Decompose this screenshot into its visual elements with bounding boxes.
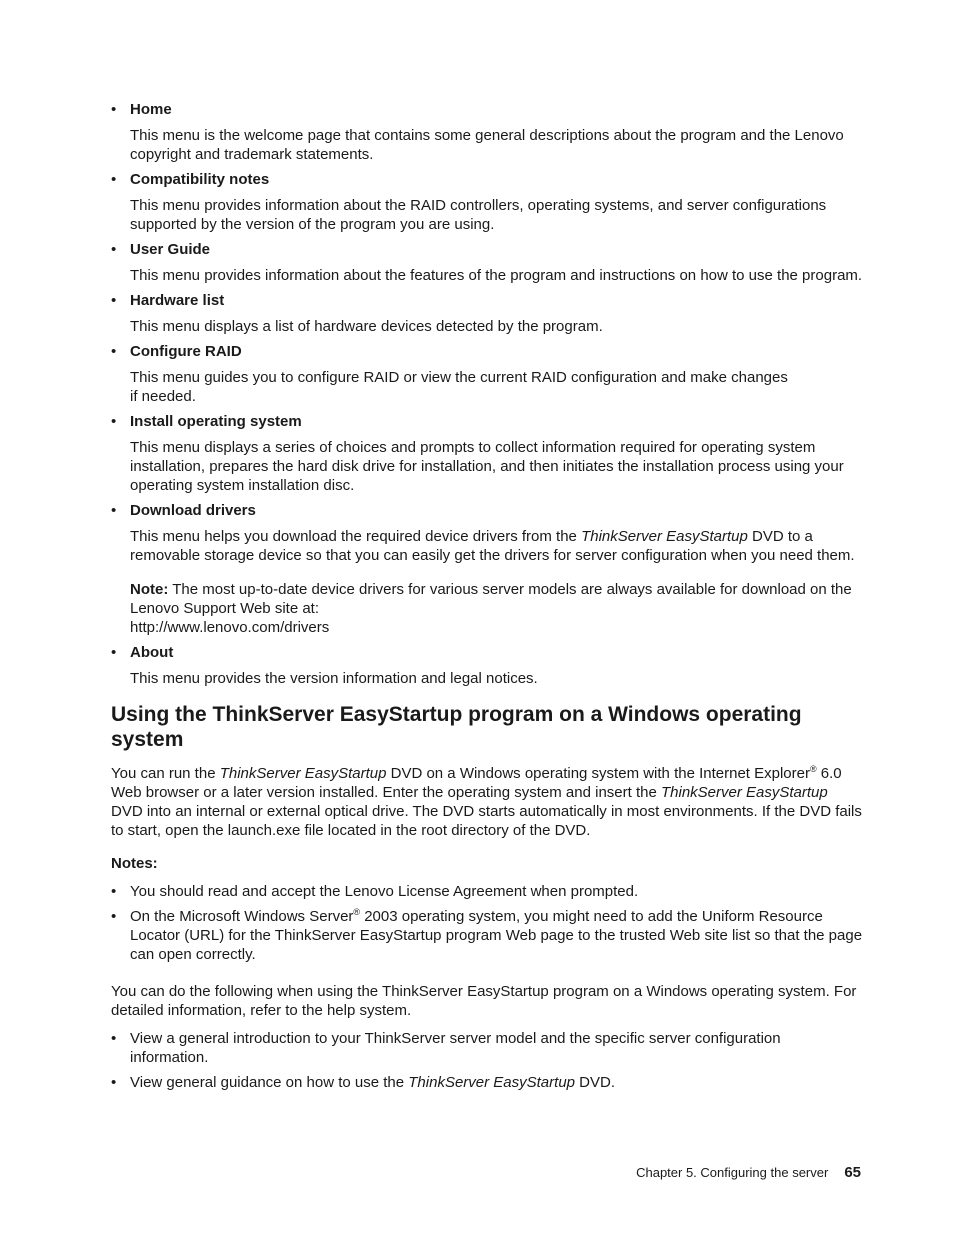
note-text: You should read and accept the Lenovo License Agreement when prompted. (130, 883, 639, 900)
registered-mark: ® (809, 764, 817, 774)
bullet: • (111, 292, 117, 309)
bullet: • (111, 502, 117, 519)
intro-paragraph (111, 764, 863, 840)
bullet: • (111, 101, 117, 118)
followup-paragraph: You can do the following when using the ThinkServer EasyStartup program on a Windows operating system. For detailed information, refer to the help system. (111, 983, 857, 1019)
chapter-label: Chapter 5. Configuring the server (636, 1165, 829, 1180)
description-line: This menu guides you to configure RAID or view the current RAID configuration and make changes (130, 369, 788, 386)
list-item-home (111, 100, 863, 164)
text-run: DVD into an internal or external optical drive. The DVD starts automatically in most environments. If the DVD fails to start, open the launch.exe file located in the root directory of the DVD. (111, 803, 862, 839)
registered-mark: ® (353, 907, 361, 917)
product-name: ThinkServer EasyStartup (408, 1074, 576, 1091)
list-item-install-operating-system (111, 412, 863, 495)
item-description: This menu is the welcome page that contains some general descriptions about the program and the Lenovo copyright and trademark statements. (130, 127, 844, 163)
item-description: This menu provides information about the features of the program and instructions on how to use the program. (130, 267, 863, 284)
item-title: Compatibility notes (130, 171, 270, 188)
document-page (111, 100, 863, 1098)
list-item-about (111, 643, 863, 688)
bullet: • (111, 644, 117, 661)
action-text: View a general introduction to your ThinkServer server model and the specific server configuration information. (130, 1030, 781, 1066)
product-name: ThinkServer EasyStartup (661, 784, 828, 801)
notes-label: Notes: (111, 855, 158, 872)
bullet: • (111, 343, 117, 360)
bullet: • (111, 1030, 117, 1047)
text-run: DVD. (575, 1074, 616, 1091)
list-item-configure-raid (111, 342, 863, 406)
list-item-compatibility-notes (111, 170, 863, 234)
item-title: Configure RAID (130, 343, 242, 360)
item-title: Hardware list (130, 292, 225, 309)
bullet: • (111, 413, 117, 430)
item-description (130, 368, 863, 406)
text-run: 2003 operating system, you might need to add the Uniform Resource Locator (URL) for the ThinkServer EasyStartup program Web page to the trusted Web site list so that the page can open correctly. (130, 908, 863, 963)
actions-list (111, 1029, 863, 1092)
item-title: About (130, 644, 174, 661)
page-number: 65 (844, 1164, 861, 1181)
item-description: This menu provides the version information and legal notices. (130, 670, 538, 687)
item-description: This menu displays a series of choices and prompts to collect information required for operating system installation, prepares the hard disk drive for installation, and then initiates the installation process using your operating system installation disc. (130, 439, 844, 494)
item-description: This menu provides information about the RAID controllers, operating systems, and server configurations supported by the version of the program you are using. (130, 197, 827, 233)
list-item-user-guide (111, 240, 863, 285)
notes-list (111, 882, 863, 964)
drivers-url: http://www.lenovo.com/drivers (130, 619, 330, 636)
item-description: This menu displays a list of hardware devices detected by the program. (130, 318, 603, 335)
menu-list (111, 100, 863, 688)
list-item (111, 1029, 863, 1067)
text-run: You can run the (111, 765, 220, 782)
bullet: • (111, 241, 117, 258)
bullet: • (111, 883, 117, 900)
item-title: User Guide (130, 241, 211, 258)
section-heading: Using the ThinkServer EasyStartup program on a Windows operating system (111, 703, 802, 751)
list-item (111, 1073, 863, 1092)
note (130, 580, 863, 637)
description-line: if needed. (130, 388, 196, 405)
item-title: Home (130, 101, 172, 118)
text-run: On the Microsoft Windows Server (130, 908, 354, 925)
item-title: Install operating system (130, 413, 302, 430)
item-title: Download drivers (130, 502, 256, 519)
page-footer (636, 1163, 861, 1182)
text-run: DVD to a removable storage device so that you can easily get the drivers for server configuration when you need them. (130, 528, 855, 564)
note-text: The most up-to-date device drivers for various server models are always available for download on the Lenovo Support Web site at: (130, 581, 852, 617)
note-label: Note: (130, 581, 169, 598)
text-run: This menu helps you download the required device drivers from the (130, 528, 582, 545)
list-item (111, 907, 863, 964)
text-run: View general guidance on how to use the (130, 1074, 409, 1091)
list-item-download-drivers (111, 501, 863, 637)
bullet: • (111, 171, 117, 188)
list-item (111, 882, 863, 901)
list-item-hardware-list (111, 291, 863, 336)
product-name: ThinkServer EasyStartup (219, 765, 387, 782)
text-run: 6.0 Web browser or a later version installed. Enter the operating system and insert the (111, 765, 842, 801)
product-name: ThinkServer EasyStartup (581, 528, 748, 545)
bullet: • (111, 908, 117, 925)
text-run: DVD on a Windows operating system with the Internet Explorer (386, 765, 810, 782)
bullet: • (111, 1074, 117, 1091)
item-description (130, 527, 863, 565)
